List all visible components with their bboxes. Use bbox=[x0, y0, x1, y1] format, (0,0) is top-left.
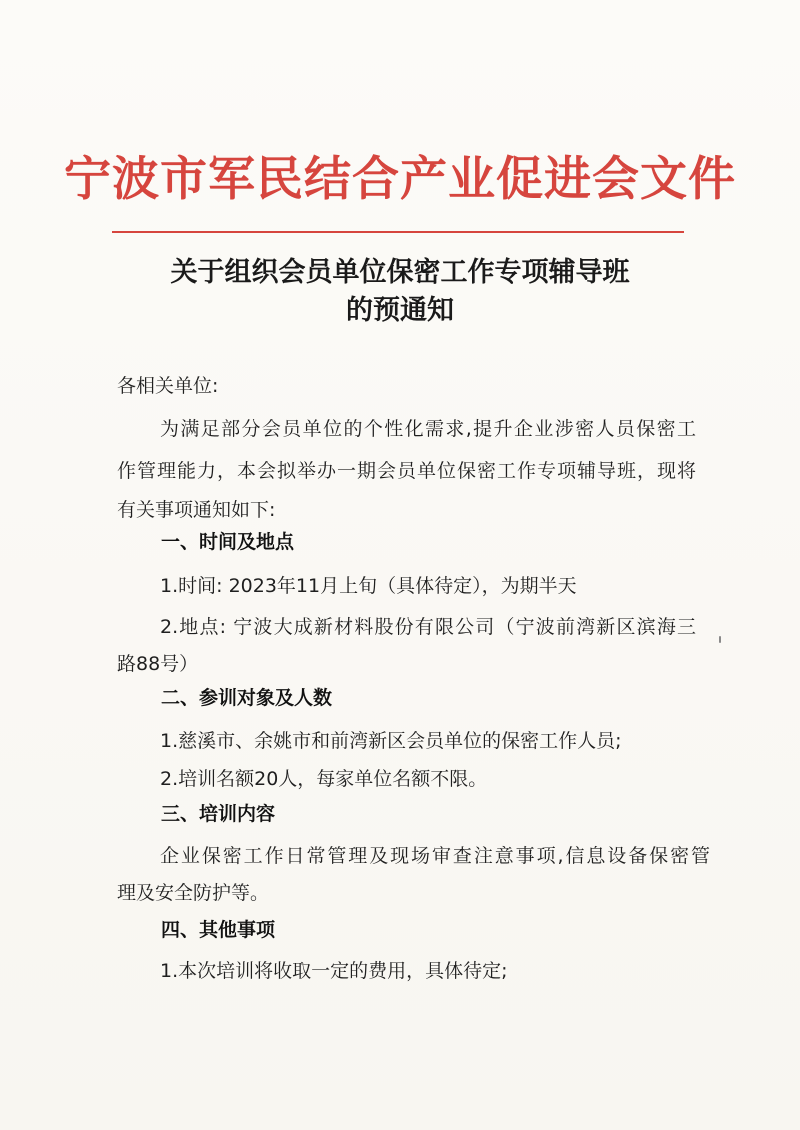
section-4-item-1: 1.本次培训将收取一定的费用，具体待定; bbox=[160, 960, 508, 982]
section-1-item-1: 1.时间: 2023年11月上旬（具体待定），为期半天 bbox=[160, 575, 577, 597]
header-red-rule bbox=[112, 231, 684, 233]
section-2-item-2: 2.培训名额20人，每家单位名额不限。 bbox=[160, 768, 488, 790]
salutation: 各相关单位: bbox=[117, 375, 219, 397]
document-title-line-2: 的预通知 bbox=[346, 295, 454, 326]
intro-line-2: 作管理能力，本会拟举办一期会员单位保密工作专项辅导班，现将 bbox=[117, 460, 696, 482]
org-header-title: 宁波市军民结合产业促进会文件 bbox=[64, 152, 736, 207]
intro-line-3: 有关事项通知如下: bbox=[117, 499, 276, 521]
scan-speck bbox=[719, 636, 721, 643]
section-3-line-2: 理及安全防护等。 bbox=[117, 882, 270, 904]
section-1-heading: 一、时间及地点 bbox=[161, 531, 295, 553]
section-3-line-1: 企业保密工作日常管理及现场审查注意事项,信息设备保密管 bbox=[160, 845, 710, 867]
section-2-heading: 二、参训对象及人数 bbox=[161, 687, 333, 709]
section-2-item-1: 1.慈溪市、余姚市和前湾新区会员单位的保密工作人员; bbox=[160, 730, 622, 752]
intro-line-1: 为满足部分会员单位的个性化需求,提升企业涉密人员保密工 bbox=[160, 418, 696, 440]
document-title-line-1: 关于组织会员单位保密工作专项辅导班 bbox=[170, 257, 630, 288]
section-3-heading: 三、培训内容 bbox=[161, 803, 276, 825]
section-4-heading: 四、其他事项 bbox=[161, 919, 276, 941]
section-1-item-2-line-2: 路88号） bbox=[117, 653, 199, 675]
section-1-item-2-line-1: 2.地点: 宁波大成新材料股份有限公司（宁波前湾新区滨海三 bbox=[160, 616, 696, 638]
